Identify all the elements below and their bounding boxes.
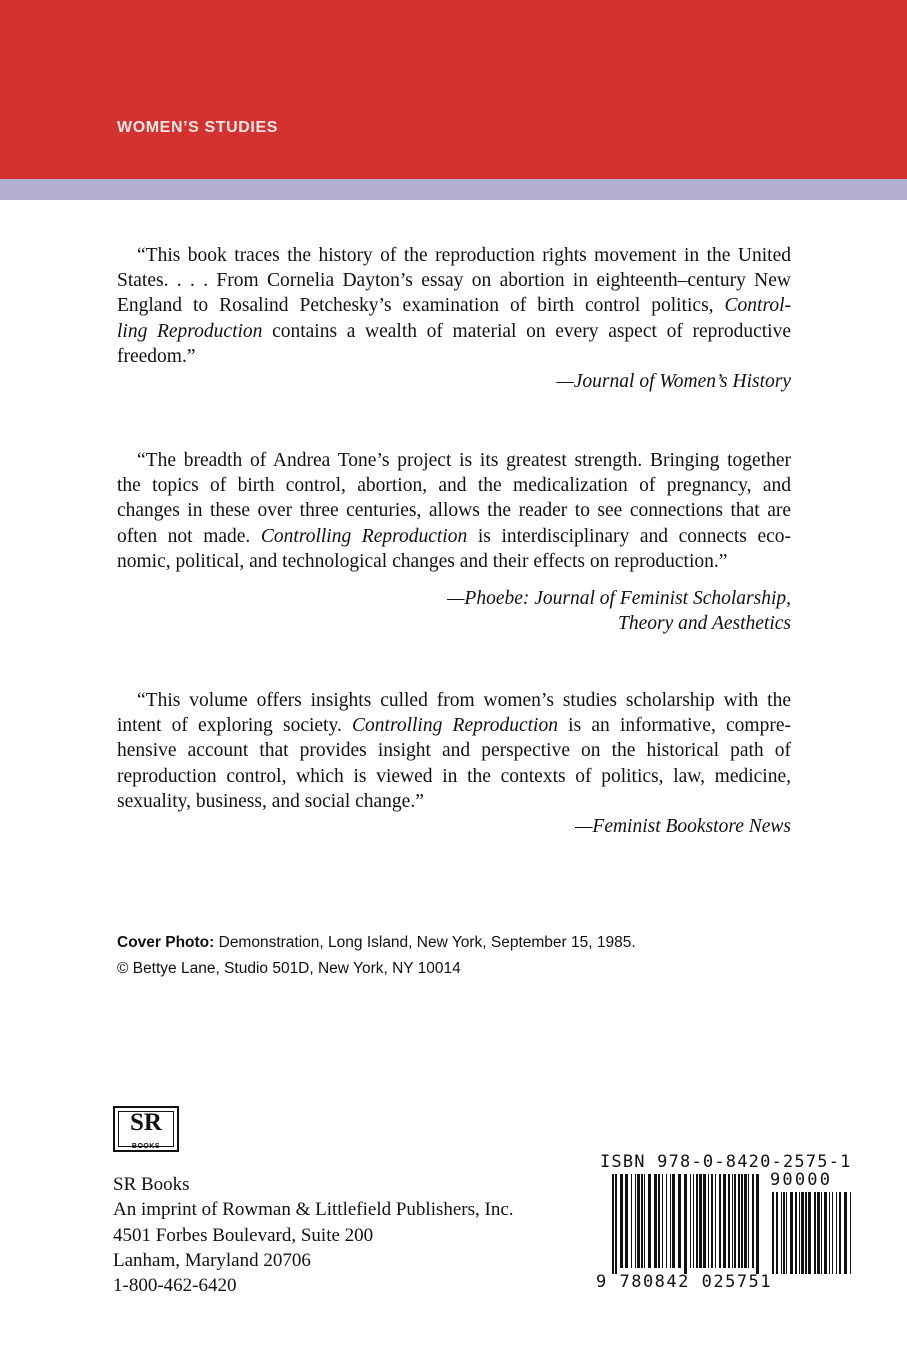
barcode-bar (670, 1174, 671, 1268)
quote-line: England to Rosalind Petchesky’s examination of birth control politics, Control- (117, 295, 791, 317)
quote-line: ling Reproduction contains a wealth of material on every aspect of reproductive (117, 320, 792, 342)
barcode-bar (850, 1192, 851, 1274)
quote-line: States. . . . From Cornelia Dayton’s essay on abortion in eighteenth–century New (117, 270, 791, 292)
barcode-bar (666, 1174, 667, 1268)
barcode-bar (832, 1192, 833, 1274)
source-line: —Feminist Bookstore News (575, 816, 791, 838)
barcode-bar (839, 1192, 841, 1274)
barcode-bar (672, 1174, 675, 1268)
copyright-line: © Bettye Lane, Studio 501D, New York, NY 10014 (117, 960, 461, 977)
barcode-bar (844, 1192, 847, 1274)
barcode-bar (708, 1174, 709, 1268)
barcode-bar (644, 1174, 645, 1268)
quote-line: hensive account that provides insight and perspective on the historical path of (117, 740, 791, 762)
barcode-bar (625, 1174, 628, 1268)
barcode-bar (738, 1174, 740, 1268)
source-line: —Journal of Women’s History (556, 371, 791, 393)
barcode-bar (637, 1174, 640, 1268)
barcode-bar (631, 1174, 632, 1268)
barcode-bar (824, 1192, 827, 1274)
logo-sr-text: SR (130, 1109, 162, 1136)
barcode-bar (829, 1192, 830, 1274)
barcode-bar (795, 1192, 797, 1274)
barcode-bar (741, 1174, 743, 1268)
barcode-bar (690, 1174, 691, 1268)
barcode-bar (723, 1174, 726, 1268)
barcode-bar (728, 1174, 730, 1268)
barcode-bar (799, 1192, 800, 1274)
barcode-bar (703, 1174, 706, 1268)
quote-line: “The breadth of Andrea Tone’s project is its greatest strength. Bringing together (137, 450, 791, 471)
barcode-bar (648, 1174, 651, 1268)
barcode-bar (772, 1192, 774, 1274)
barcode-bar (821, 1192, 822, 1274)
review-quote (117, 448, 791, 574)
barcode-bar (615, 1174, 617, 1274)
isbn-text: ISBN 978-0-8420-2575-1 (600, 1152, 852, 1172)
barcode-bar (658, 1174, 660, 1268)
barcode-bar (805, 1192, 807, 1274)
barcode-bar (678, 1174, 681, 1268)
source-line: Theory and Aesthetics (618, 613, 791, 635)
review-source (117, 814, 791, 839)
review-2 (117, 448, 791, 636)
cover-photo-credit (117, 930, 636, 982)
address-line: An imprint of Rowman & Littlefield Publishers, Inc. (113, 1199, 514, 1221)
quote-line: changes in these over three centuries, allows the reader to see connections that are (117, 500, 791, 522)
header-red-band (0, 0, 907, 179)
isbn-barcode (596, 1150, 856, 1300)
barcode-bar (814, 1192, 816, 1274)
barcode-bar (786, 1192, 787, 1274)
cover-photo-label: Cover Photo: (117, 934, 215, 951)
lavender-stripe (0, 179, 907, 200)
barcode-bar (715, 1174, 716, 1268)
barcode-bar (693, 1174, 694, 1268)
quote-line: freedom.” (117, 345, 196, 367)
quote-line: sexuality, business, and social change.” (117, 790, 424, 812)
review-source (117, 369, 791, 394)
quote-line: often not made. Controlling Reproduction is interdisciplinary and connects eco- (117, 525, 791, 547)
barcode-bar (654, 1174, 657, 1268)
publisher-address (113, 1172, 514, 1298)
quote-line: nomic, political, and technological changes and their effects on reproduction.” (117, 550, 728, 572)
quote-line: intent of exploring society. Controlling Reproduction is an informative, compre- (117, 715, 791, 737)
barcode-bar (748, 1174, 749, 1268)
barcode-bar (711, 1174, 713, 1268)
sr-books-logo (113, 1106, 179, 1152)
review-1 (117, 243, 791, 394)
barcode-bar (808, 1192, 811, 1274)
barcode-bar (734, 1174, 736, 1268)
series-label: WOMEN’S STUDIES (117, 119, 279, 136)
barcode-bar (783, 1192, 785, 1274)
quote-line: “This volume offers insights culled from women’s studies scholarship with the (137, 690, 791, 711)
barcode-bar (790, 1192, 793, 1274)
barcode-bar (719, 1174, 721, 1268)
barcode-bar (699, 1174, 702, 1268)
barcode-bar (696, 1174, 698, 1268)
barcode-addon-number: 90000 (770, 1170, 833, 1190)
barcode-bar (732, 1174, 733, 1268)
address-line: SR Books (113, 1174, 190, 1195)
cover-photo-text: Demonstration, Long Island, New York, September 15, 1985. (214, 934, 636, 951)
barcode-bar (817, 1192, 820, 1274)
source-line: —Phoebe: Journal of Feminist Scholarship, (447, 588, 791, 610)
barcode-bar (620, 1174, 623, 1268)
barcode-bar (781, 1192, 782, 1274)
address-line: Lanham, Maryland 20706 (113, 1249, 311, 1271)
review-source (117, 586, 791, 636)
address-line: 4501 Forbes Boulevard, Suite 200 (113, 1224, 374, 1246)
barcode-bar (776, 1192, 778, 1274)
barcode-bar (662, 1174, 663, 1268)
address-line: 1-800-462-6420 (113, 1275, 237, 1297)
review-3 (117, 688, 791, 839)
quote-line: the topics of birth control, abortion, and the medicalization of pregnancy, and (117, 475, 791, 497)
review-quote (117, 688, 791, 814)
review-quote (117, 243, 791, 369)
logo-books-text: BOOKS (131, 1143, 161, 1150)
barcode-number: 9 780842 025751 (596, 1272, 773, 1292)
barcode-bar (836, 1192, 837, 1274)
barcode-bar (684, 1174, 687, 1274)
barcode-bar (752, 1174, 754, 1268)
barcode-bar (635, 1174, 636, 1268)
barcode-bar (744, 1174, 747, 1268)
quote-line: reproduction control, which is viewed in the contexts of politics, law, medicine, (117, 765, 791, 787)
barcode-bar (801, 1192, 804, 1274)
barcode-bar (641, 1174, 643, 1268)
barcode-bar (756, 1174, 759, 1274)
barcode-bar (612, 1174, 614, 1274)
quote-line: “This book traces the history of the reproduction rights movement in the United (137, 245, 791, 266)
